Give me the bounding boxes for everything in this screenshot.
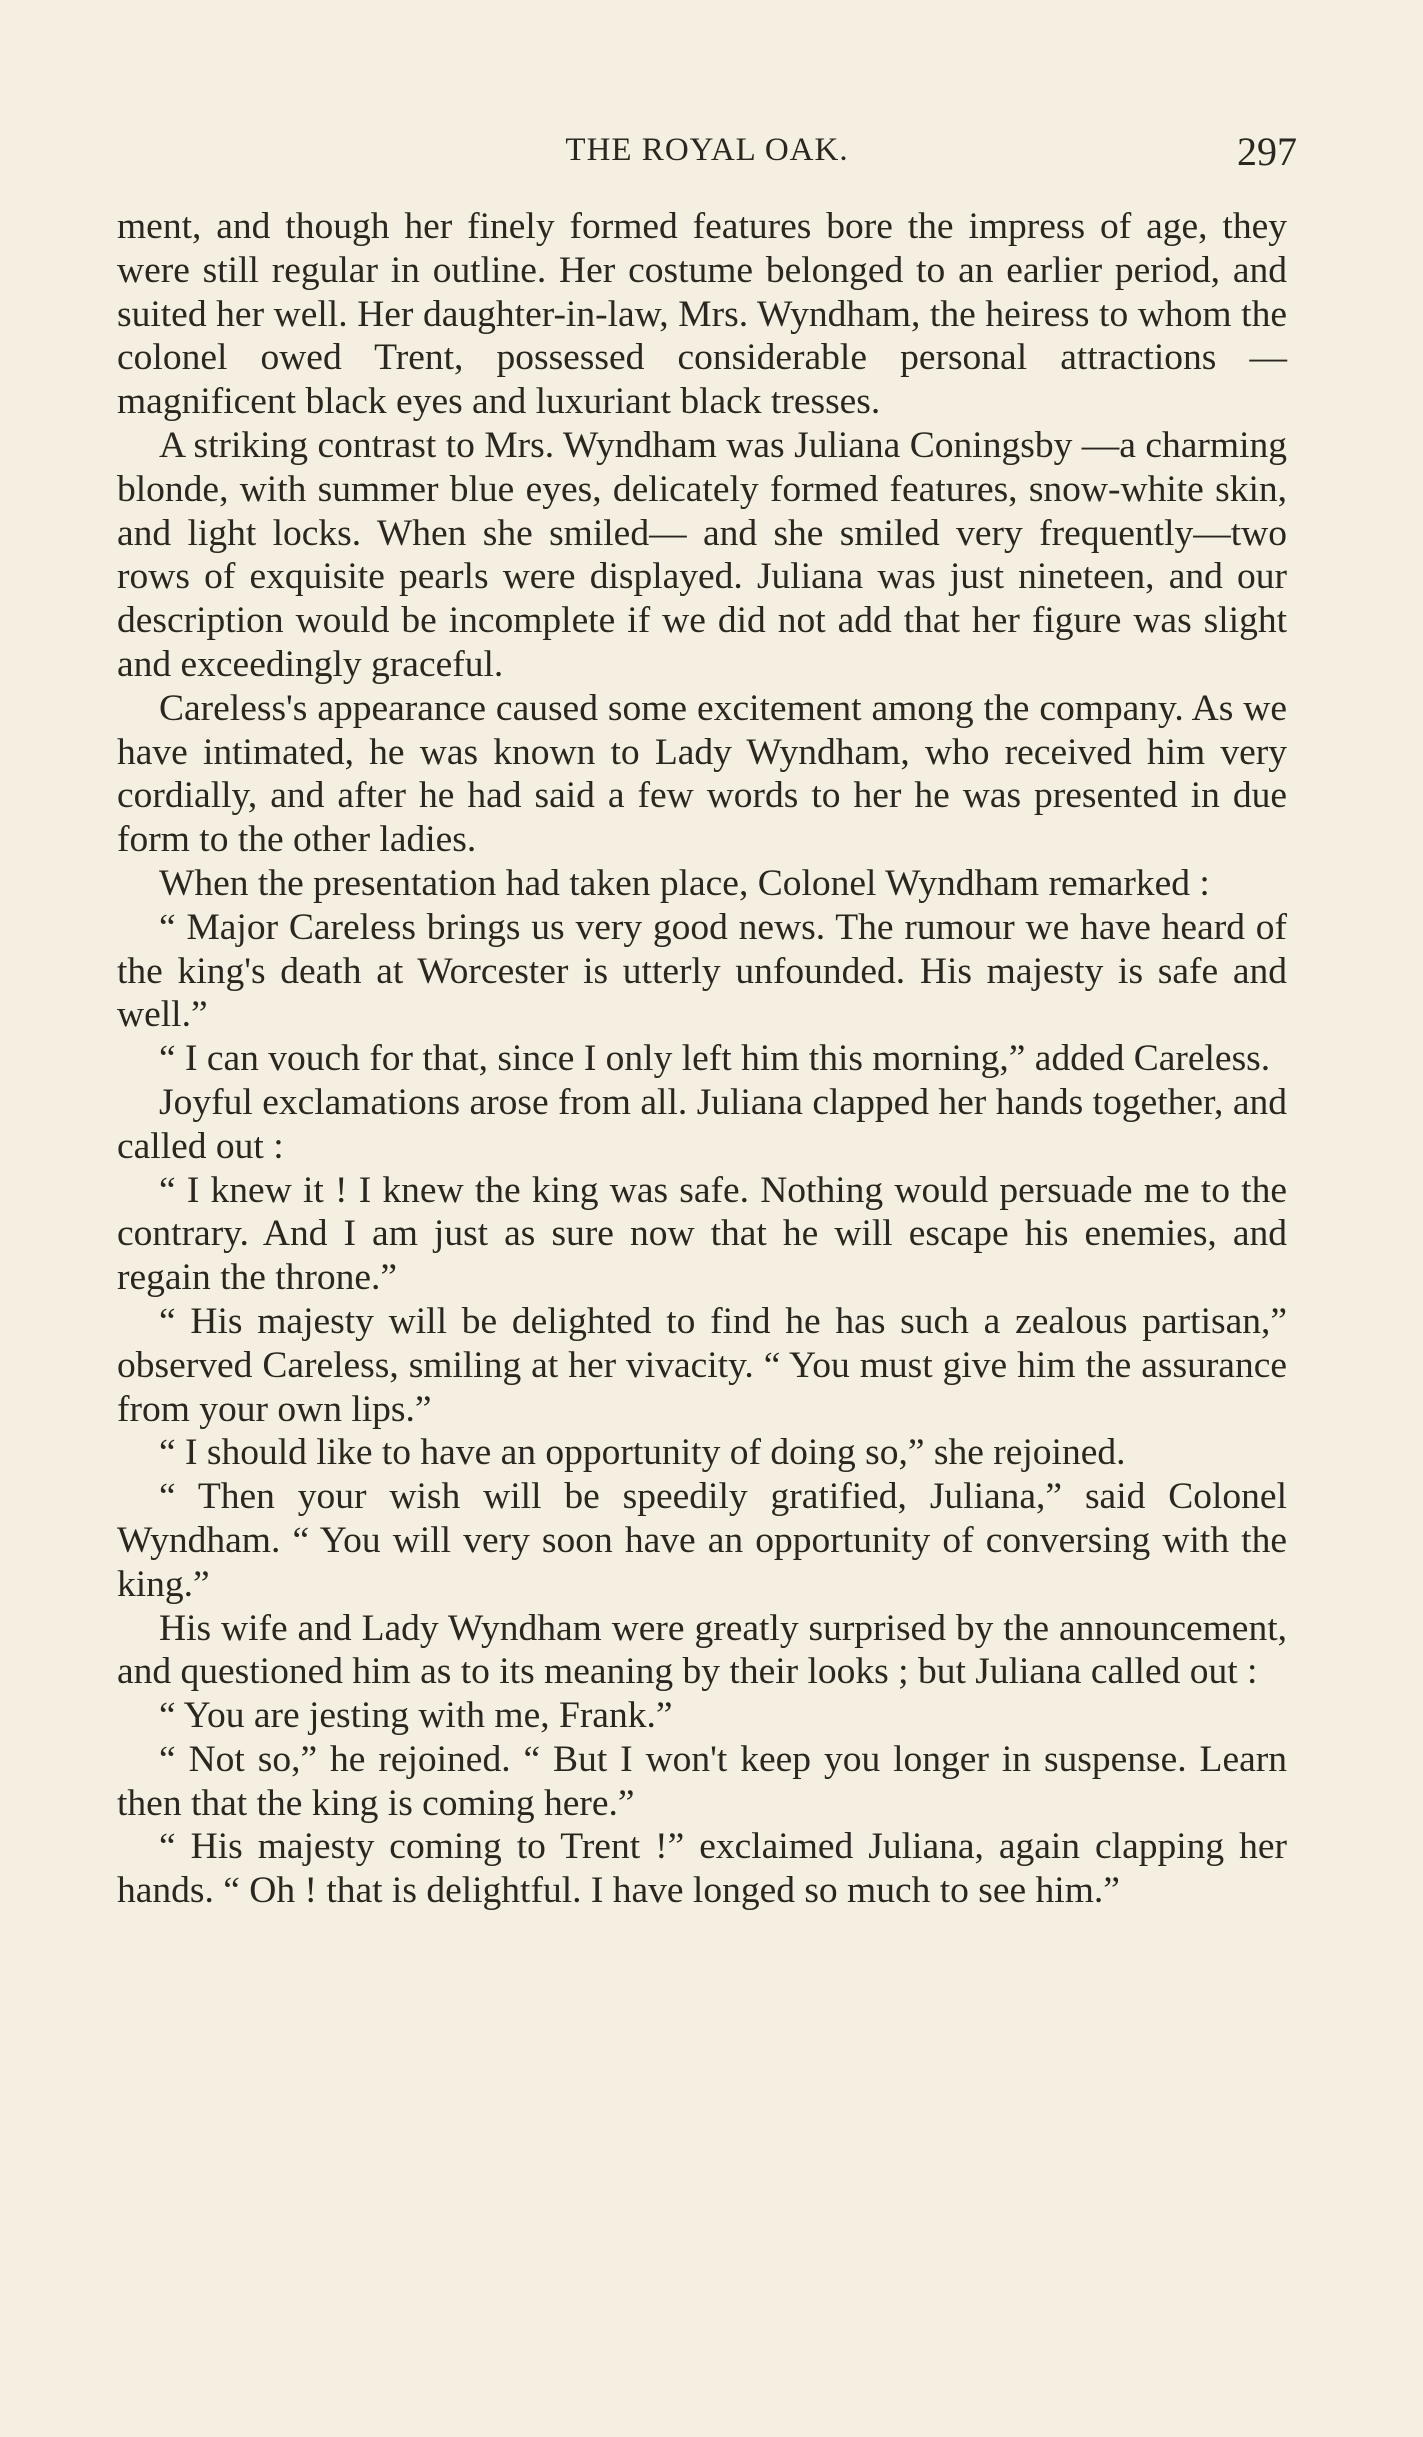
paragraph: When the presentation had taken place, Colonel Wyndham remarked : — [159, 862, 1210, 904]
paragraph: “ You are jesting with me, Frank.” — [159, 1695, 673, 1737]
paragraph: “ Major Careless brings us very good news. The rumour we have heard of the king's death at Worcester is utterly unfounded. His majesty is safe and well.” — [117, 906, 1287, 1036]
paragraph: ment, and though her finely formed features bore the impress of age, they were still regular in outline. Her costume belonged to an earlier period, and suited her well. Her daughter-in-law, Mrs. Wyndham, the heiress to whom the colonel owed Trent, possessed considerable personal attractions — magnificent black eyes and luxuriant black tresses. — [117, 206, 1287, 423]
paragraph: Joyful exclamations arose from all. Juliana clapped her hands together, and called out : — [117, 1081, 1287, 1167]
running-title: THE ROYAL OAK. — [565, 132, 849, 168]
paragraph: “ I knew it ! I knew the king was safe. Nothing would persuade me to the contrary. And I am just as sure now that he will escape his enemies, and regain the throne.” — [117, 1169, 1287, 1299]
paragraph: A striking contrast to Mrs. Wyndham was Juliana Coningsby —a charming blonde, with summer blue eyes, delicately formed features, snow-white skin, and light locks. When she smiled— and she smiled very frequently—two rows of exquisite pearls were displayed. Juliana was just nineteen, and our description would be incomplete if we did not add that her figure was slight and exceedingly graceful. — [117, 424, 1287, 685]
body-text — [117, 205, 1287, 1913]
paragraph: “ Then your wish will be speedily gratified, Juliana,” said Colonel Wyndham. “ You will very soon have an opportunity of conversing with the king.” — [117, 1476, 1287, 1605]
paragraph: “ I can vouch for that, since I only left him this morning,” added Careless. — [159, 1038, 1271, 1080]
page-number: 297 — [1237, 129, 1297, 174]
paragraph: “ I should like to have an opportunity of doing so,” she rejoined. — [159, 1432, 1126, 1474]
running-head — [117, 128, 1297, 178]
paragraph: “ Not so,” he rejoined. “ But I won't keep you longer in suspense. Learn then that the king is coming here.” — [117, 1738, 1287, 1824]
paragraph: Careless's appearance caused some excitement among the company. As we have intimated, he was known to Lady Wyndham, who received him very cordially, and after he had said a few words to her he was presented in due form to the other ladies. — [117, 687, 1287, 861]
paragraph: “ His majesty coming to Trent !” exclaimed Juliana, again clapping her hands. “ Oh ! that is delightful. I have longed so much to see him.” — [117, 1826, 1287, 1912]
paragraph: His wife and Lady Wyndham were greatly surprised by the announcement, and questioned him as to its meaning by their looks ; but Juliana called out : — [117, 1607, 1287, 1693]
paragraph: “ His majesty will be delighted to find he has such a zealous partisan,” observed Careless, smiling at her vivacity. “ You must give him the assurance from your own lips.” — [117, 1300, 1287, 1430]
